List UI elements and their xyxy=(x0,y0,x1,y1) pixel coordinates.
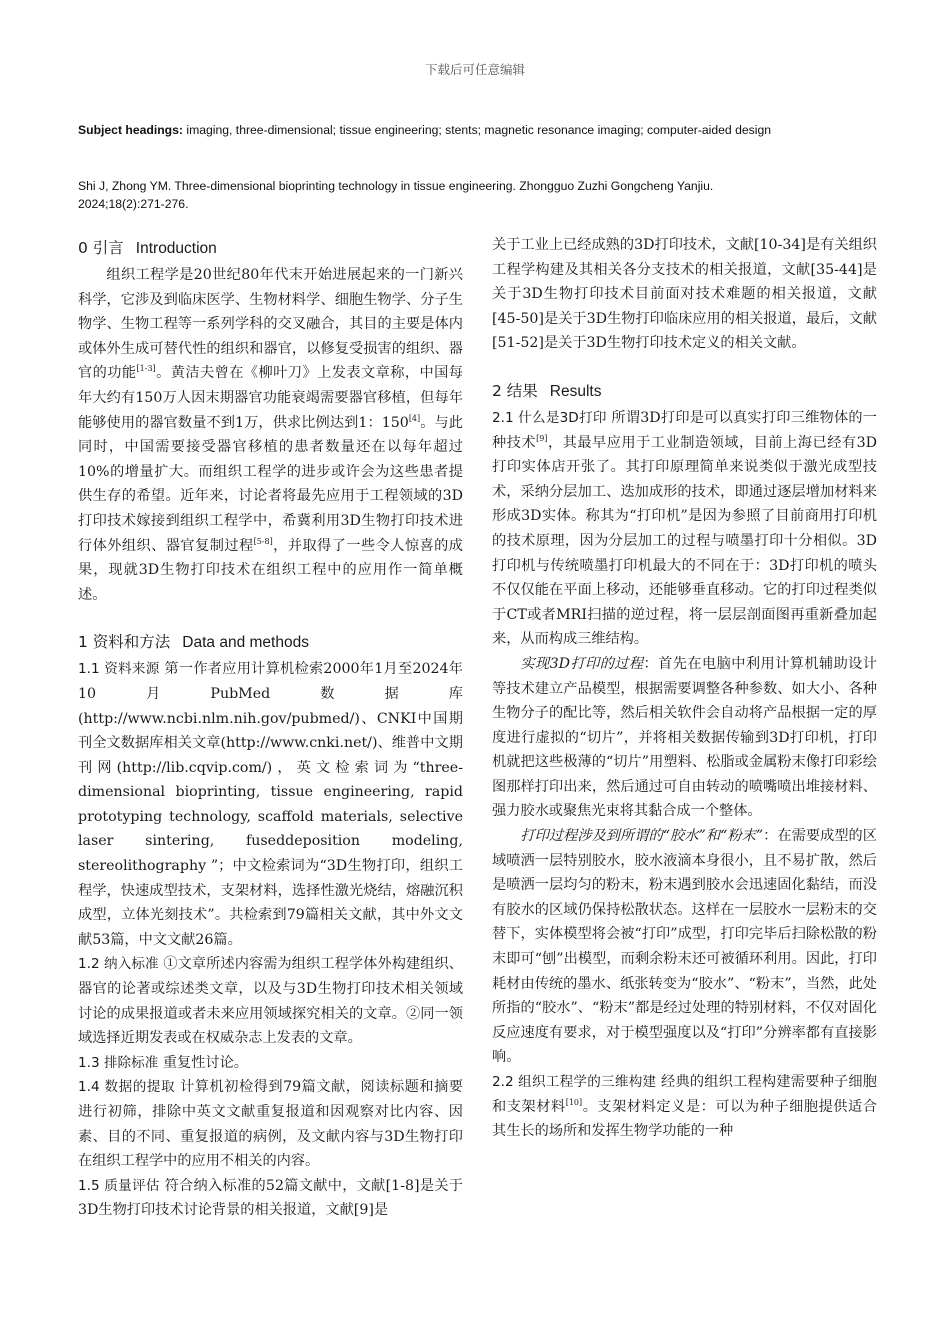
glue-powder-paragraph xyxy=(492,824,877,1070)
section-2-title: 2 结果 xyxy=(492,381,538,400)
subsection-1-5-label: 1.5 质量评估 xyxy=(78,1177,160,1194)
process-text: ：首先在电脑中利用计算机辅助设计等技术建立产品模型，根据需要调整各种参数、如大小、各种生物分子的配比等，然后相关软件会自动将产品根据一定的厚度进行虚拟的“切片”，并将相关数据传输到3D打印机，打印机就把这些极薄的“切片”用塑料、松脂或金属粉末像打印彩绘图那样打印出来，然后通过可自由转动的喷嘴喷出堆接材料、强力胶水或聚焦光束将其黏合成一个整体。 xyxy=(492,655,877,820)
intro-paragraph xyxy=(78,263,463,607)
subsection-2-2-text-a: 经典的组织工程构建需要种子细胞和支架材料 xyxy=(492,1074,877,1115)
process-paragraph xyxy=(492,652,877,824)
glue-powder-text: ：在需要成型的区域喷洒一层特别胶水，胶水液滴本身很小，且不易扩散，然后是喷洒一层均匀的粉末，粉末遇到胶水会迅速固化黏结，而没有胶水的区域仍保持松散状态。这样在一层胶水一层粉末的交替下，实体模型将会被“打印”成型，打印完毕后扫除松散的粉末即可“刨”出模型，而剩余粉末还可被循环利用。因此，打印耗材由传统的墨水、纸张转变为“胶水”、“粉末”，当然，此处所指的“胶水”、“粉末”都是经过处理的特别材料，不仅对固化反应速度有要求，对于模型强度以及“打印”分辨率都有直接影响。 xyxy=(492,828,877,1066)
intro-text-2: 。黄洁夫曾在《柳叶刀》上发表文章称，中国每年大约有150万人因末期器官功能衰竭需要器官移植，但每年能够使用的器官数量不到1万，供求比例达到1：150 xyxy=(78,365,463,431)
subsection-2-1-text-b: ，其最早应用于工业制造领域，目前上海已经有3D打印实体店开张了。其打印原理简单来说类似于激光成型技术，采纳分层加工、迭加成形的技术，即通过逐层增加材料来形成3D实体。称其为“打印机”是因为参照了目前商用打印机的技术原理，因为分层加工的过程与喷墨打印十分相似。3D打印机与传统喷墨打印机最大的不同在于：3D打印机的喷头不仅仅能在平面上移动，还能够垂直移动。它的打印过程类似于CT或者MRI扫描的逆过程，将一层层剖面图再重新叠加起来，从而构成三维结构。 xyxy=(492,434,877,648)
section-1-title-en: Data and methods xyxy=(182,634,309,652)
section-0-title-en: Introduction xyxy=(135,240,217,257)
ref-10: [10] xyxy=(565,1097,583,1107)
subsection-1-5 xyxy=(78,1174,463,1223)
subsection-2-1 xyxy=(492,406,877,652)
ref-1-3: [1-3] xyxy=(136,364,156,374)
subsection-2-1-label: 2.1 什么是3D打印 xyxy=(492,409,607,426)
section-1-heading xyxy=(78,630,463,655)
subsection-1-2 xyxy=(78,952,463,1050)
section-1-title: 1 资料和方法 xyxy=(78,633,171,652)
subsection-2-1-text-a: 所谓3D打印是可以真实打印三维物体的一种技术 xyxy=(492,409,877,451)
subsection-1-2-text: ①文章所述内容需为组织工程学体外构建组织、器官的论著或综述类文章，以及与3D生物打印技术相关领域讨论的成果报道或者未来应用领域探究相关的文章。②同一领域选择近期发表或在权威杂志上发表的文章。 xyxy=(78,956,463,1047)
section-2-heading xyxy=(492,379,877,404)
subsection-1-2-label: 1.2 纳入标准 xyxy=(78,956,159,973)
subsection-1-3-label: 1.3 排除标准 xyxy=(78,1054,159,1071)
subsection-1-1-label: 1.1 资料来源 xyxy=(78,661,160,678)
subsection-2-2-text-b: 。支架材料定义是：可以为种子细胞提供适合其生长的场所和发挥生物学功能的一种 xyxy=(492,1098,877,1140)
process-italic-lead: 实现3D打印的过程 xyxy=(520,655,644,672)
subsection-1-5-continued: 关于工业上已经成熟的3D打印技术，文献[10-34]是有关组织工程学构建及其相关各分支技术的相关报道，文献[35-44]是关于3D生物打印技术目前面对技术难题的相关报道，文献[45-50]是关于3D生物打印临床应用的相关报道，最后，文献[51-52]是关于3D生物打印技术定义的相关文献。 xyxy=(492,237,877,352)
section-0-heading xyxy=(78,236,463,261)
subsection-1-4-text: 计算机初检得到79篇文献，阅读标题和摘要进行初筛，排除中英文文献重复报道和因观察对比内容、因素、目的不同、重复报道的病例，及文献内容与3D生物打印在组织工程学中的应用不相关的内容。 xyxy=(78,1079,463,1170)
subsection-1-3 xyxy=(78,1051,463,1076)
subsection-1-5-text: 符合纳入标准的52篇文献中，文献[1-8]是关于3D生物打印技术讨论背景的相关报道，文献[9]是 xyxy=(78,1177,463,1219)
ref-4: [4] xyxy=(408,413,421,423)
subject-headings-label: Subject headings: xyxy=(78,123,183,137)
right-column xyxy=(492,233,877,1144)
subsection-1-1-text: 第一作者应用计算机检索2000年1月至2024年10月PubMed数据库(http://www.ncbi.nlm.nih.gov/pubmed/)、CNKI中国期刊全文数据库相关文章(http://www.cnki.net/)、维普中文期刊网(http://lib.cqvip.com/)，英文检索词为“three-dimensional bioprinting, tissue engineering, rapid prototyping technology, scaffold materials, selective laser sintering, fuseddeposition modeling, stereolithography ”；中文检索词为“3D生物打印，组织工程学，快速成型技术，支架材料，选择性激光烧结，熔融沉积成型，立体光刻技术”。共检索到79篇相关文献，其中外文文献53篇，中文文献26篇。 xyxy=(78,661,463,948)
watermark: 下载后可任意编辑 xyxy=(424,62,525,77)
subsection-2-2 xyxy=(492,1070,877,1144)
ref-9: [9] xyxy=(536,433,548,443)
subject-headings-text: imaging, three-dimensional; tissue engineering; stents; magnetic resonance imaging; computer-aided design xyxy=(182,123,772,137)
section-0-title: 0 引言 xyxy=(78,239,124,257)
intro-text-4: ，并取得了一些令人惊喜的成果，现就3D生物打印技术在组织工程中的应用作一简单概述。 xyxy=(78,537,463,603)
glue-powder-italic-lead: 打印过程涉及到所谓的“胶水”和“粉末” xyxy=(520,828,764,845)
ref-5-8: [5-8] xyxy=(253,536,273,546)
subsection-2-2-label: 2.2 组织工程学的三维构建 xyxy=(492,1074,657,1090)
citation: Shi J, Zhong YM. Three-dimensional bioprinting technology in tissue engineering. Zhongguo Zuzhi Gongcheng Yanjiu. 2024;18(2):271-276. xyxy=(78,179,714,211)
subsection-1-1 xyxy=(78,657,463,952)
left-column xyxy=(78,233,463,1223)
subsection-1-4 xyxy=(78,1075,463,1173)
subsection-1-4-label: 1.4 数据的提取 xyxy=(78,1079,176,1096)
subsection-1-3-text: 重复性讨论。 xyxy=(158,1054,248,1071)
subject-headings xyxy=(78,121,778,139)
intro-text-3: 。与此同时，中国需要接受器官移植的患者数量还在以每年超过10%的增量扩大。而组织工程学的进步或许会为这些患者提供生存的希望。近年来，讨论者将最先应用于工程领域的3D打印技术嫁接到组织工程学中，希冀利用3D生物打印技术进行体外组织、器官复制过程 xyxy=(78,414,463,554)
section-2-title-en: Results xyxy=(549,382,602,400)
intro-text-1: 组织工程学是20世纪80年代末开始进展起来的一门新兴科学，它涉及到临床医学、生物材料学、细胞生物学、分子生物学、生物工程等一系列学科的交叉融合，其目的主要是体内或体外生成可替代性的组织和器官，以修复受损害的组织、器官的功能 xyxy=(78,267,463,382)
